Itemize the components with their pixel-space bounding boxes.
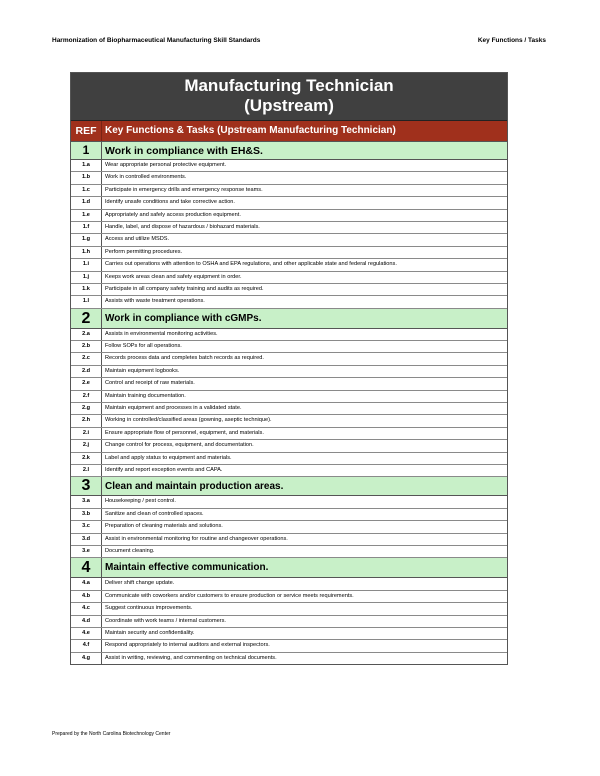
task-ref: 2.j (82, 442, 90, 449)
task-row (71, 234, 507, 246)
task-ref: 2.h (81, 417, 91, 424)
section-number: 3 (81, 477, 91, 495)
task-ref: 1.b (81, 174, 91, 181)
sections-container (71, 142, 507, 664)
task-text: Change control for process, equipment, and documentation. (101, 440, 507, 451)
task-row (71, 391, 507, 403)
task-row (71, 546, 507, 558)
task-text: Assists in environmental monitoring activities. (101, 329, 507, 340)
task-ref: 2.a (82, 330, 90, 337)
task-row (71, 296, 507, 308)
task-row (71, 603, 507, 615)
task-ref: 4.b (81, 592, 91, 599)
task-row (71, 160, 507, 172)
task-text: Deliver shift change update. (101, 578, 507, 589)
task-ref: 2.g (81, 405, 91, 412)
task-row (71, 247, 507, 259)
document-footer: Prepared by the North Carolina Biotechnology Center (52, 731, 171, 737)
task-row (71, 353, 507, 365)
task-ref: 1.i (82, 261, 90, 268)
document-header-section: Key Functions / Tasks (477, 37, 546, 44)
task-ref: 1.e (82, 211, 90, 218)
task-text: Preparation of cleaning materials and solutions. (101, 521, 507, 532)
task-text: Assist in environmental monitoring for routine and changeover operations. (101, 534, 507, 545)
section-header (71, 477, 507, 496)
task-row (71, 591, 507, 603)
task-row (71, 440, 507, 452)
task-text: Respond appropriately to internal auditors and external inspectors. (101, 640, 507, 651)
task-text: Identify unsafe conditions and take corrective action. (101, 197, 507, 208)
task-ref: 1.j (82, 273, 90, 280)
task-ref: 2.i (82, 429, 90, 436)
task-text: Work in controlled environments. (101, 172, 507, 183)
task-row (71, 210, 507, 222)
task-row (71, 509, 507, 521)
task-row (71, 653, 507, 664)
task-text: Carries out operations with attention to OSHA and EPA regulations, and other applicable state and federal regulations. (101, 259, 507, 270)
task-text: Suggest continuous improvements. (101, 603, 507, 614)
table-title (71, 73, 507, 121)
task-text: Maintain training documentation. (101, 391, 507, 402)
task-ref: 2.d (81, 367, 91, 374)
task-ref: 3.e (82, 547, 90, 554)
task-row (71, 378, 507, 390)
task-row (71, 222, 507, 234)
task-text: Control and receipt of raw materials. (101, 378, 507, 389)
task-ref: 4.a (82, 580, 90, 587)
section-number: 1 (82, 143, 90, 157)
task-ref: 4.f (82, 642, 90, 649)
skills-table (70, 72, 508, 665)
task-ref: 1.a (82, 162, 90, 168)
task-ref: 4.c (82, 605, 90, 612)
task-row (71, 616, 507, 628)
task-text: Keeps work areas clean and safety equipment in order. (101, 272, 507, 283)
task-ref: 3.b (81, 510, 91, 517)
section-number: 4 (81, 559, 91, 577)
table-column-header (71, 121, 507, 142)
task-text: Access and utilize MSDS. (101, 234, 507, 245)
task-ref: 2.k (82, 454, 90, 461)
task-row (71, 415, 507, 427)
task-ref: 3.d (81, 535, 91, 542)
task-row (71, 366, 507, 378)
table-title-line1: Manufacturing Technician (184, 76, 394, 95)
section-title: Work in compliance with EH&S. (101, 142, 507, 159)
task-text: Participate in emergency drills and emergency response teams. (101, 185, 507, 196)
section-title: Work in compliance with cGMPs. (101, 309, 507, 328)
task-ref: 1.l (82, 298, 90, 305)
task-row (71, 172, 507, 184)
task-ref: 1.g (81, 236, 91, 243)
section-header (71, 142, 507, 160)
task-ref: 2.b (81, 343, 91, 350)
task-row (71, 197, 507, 209)
task-row (71, 428, 507, 440)
task-ref: 1.k (82, 285, 90, 292)
task-text: Coordinate with work teams / internal customers. (101, 616, 507, 627)
section-number: 2 (81, 309, 91, 327)
task-row (71, 496, 507, 508)
task-text: Maintain security and confidentiality. (101, 628, 507, 639)
task-text: Identify and report exception events and CAPA. (101, 465, 507, 476)
document-header-title: Harmonization of Biopharmaceutical Manufacturing Skill Standards (52, 37, 261, 44)
task-text: Label and apply status to equipment and materials. (101, 453, 507, 464)
table-title-line2: (Upstream) (244, 96, 334, 115)
task-ref: 4.g (81, 654, 91, 661)
task-text: Maintain equipment and processes in a validated state. (101, 403, 507, 414)
section-header (71, 558, 507, 578)
section-header (71, 309, 507, 329)
task-row (71, 284, 507, 296)
task-ref: 1.c (82, 186, 90, 193)
task-ref: 2.f (82, 392, 90, 399)
task-ref: 1.f (82, 223, 90, 230)
task-text: Follow SOPs for all operations. (101, 341, 507, 352)
task-text: Communicate with coworkers and/or customers to ensure production or service meets requirements. (101, 591, 507, 602)
task-text: Handle, label, and dispose of hazardous / biohazard materials. (101, 222, 507, 233)
task-text: Working in controlled/classified areas (gowning, aseptic technique). (101, 415, 507, 426)
task-ref: 3.c (82, 523, 90, 530)
task-row (71, 578, 507, 590)
task-text: Sanitize and clean of controlled spaces. (101, 509, 507, 520)
task-ref: 2.l (82, 466, 90, 473)
task-row (71, 185, 507, 197)
task-text: Perform permitting procedures. (101, 247, 507, 258)
task-row (71, 628, 507, 640)
task-text: Assists with waste treatment operations. (101, 296, 507, 307)
task-row (71, 640, 507, 652)
task-row (71, 521, 507, 533)
task-ref: 2.e (82, 380, 90, 387)
task-ref: 1.d (81, 199, 91, 206)
task-row (71, 329, 507, 341)
task-text: Appropriately and safely access production equipment. (101, 210, 507, 221)
task-text: Maintain equipment logbooks. (101, 366, 507, 377)
task-ref: 4.e (82, 629, 90, 636)
task-row (71, 534, 507, 546)
ref-column-header: REF (75, 125, 97, 137)
task-text: Document cleaning. (101, 546, 507, 557)
task-ref: 2.c (82, 355, 90, 362)
task-row (71, 341, 507, 353)
section-title: Clean and maintain production areas. (101, 477, 507, 495)
task-text: Wear appropriate personal protective equipment. (101, 160, 507, 171)
task-ref: 4.d (81, 617, 91, 624)
task-text: Participate in all company safety training and audits as required. (101, 284, 507, 295)
task-row (71, 453, 507, 465)
tasks-column-header: Key Functions & Tasks (Upstream Manufacturing Technician) (101, 121, 507, 141)
task-row (71, 465, 507, 477)
task-text: Records process data and completes batch records as required. (101, 353, 507, 364)
task-ref: 3.a (82, 498, 90, 505)
task-text: Housekeeping / pest control. (101, 496, 507, 507)
task-text: Ensure appropriate flow of personnel, equipment, and materials. (101, 428, 507, 439)
task-row (71, 403, 507, 415)
task-row (71, 272, 507, 284)
task-text: Assist in writing, reviewing, and commenting on technical documents. (101, 653, 507, 664)
task-row (71, 259, 507, 271)
section-title: Maintain effective communication. (101, 558, 507, 577)
task-ref: 1.h (81, 248, 91, 255)
